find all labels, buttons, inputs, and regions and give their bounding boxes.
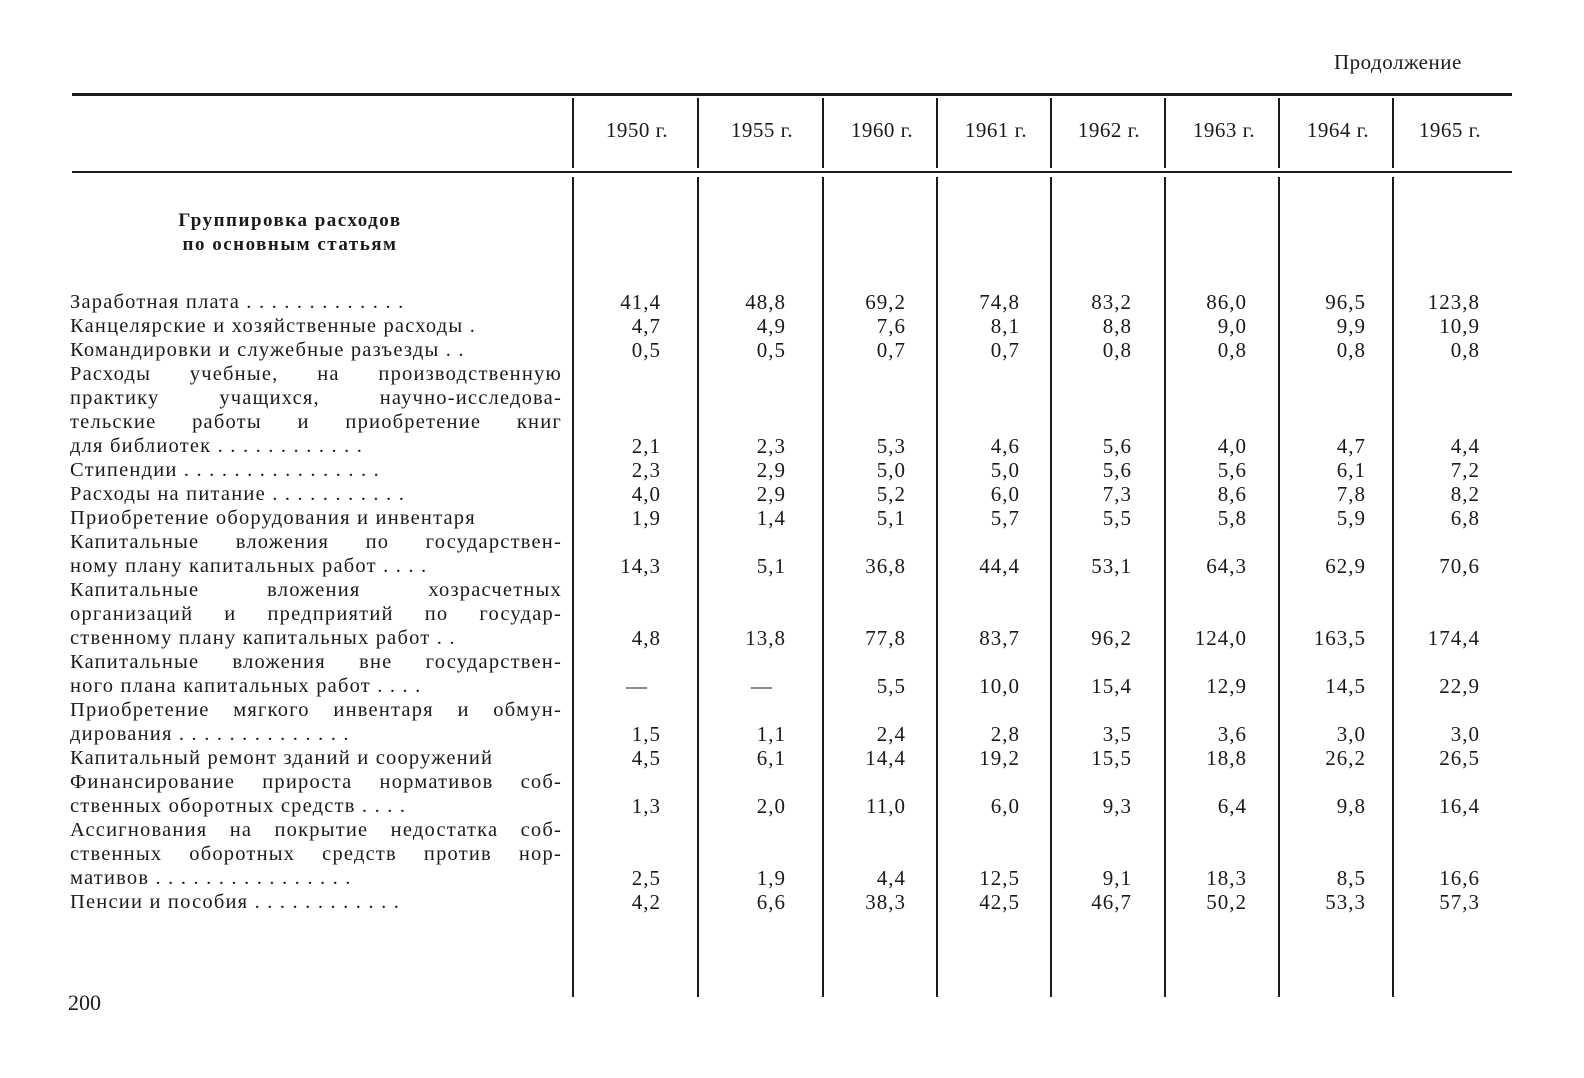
- table-cell: 0,8: [1336, 338, 1366, 362]
- table-cell: 0,7: [990, 338, 1020, 362]
- table-cell: 0,8: [1102, 338, 1132, 362]
- table-cell: 16,6: [1439, 866, 1480, 890]
- row-label: Стипендии . . . . . . . . . . . . . . . .: [70, 459, 380, 481]
- row-label: Капитальный ремонт зданий и сооружений: [70, 747, 494, 769]
- table-cell: 1,5: [631, 722, 661, 746]
- table-cell: 5,6: [1102, 458, 1132, 482]
- table-cell: 5,6: [1217, 458, 1247, 482]
- table-cell: 6,1: [1336, 458, 1366, 482]
- column-header-year: 1950 г.: [605, 118, 669, 142]
- table-cell: 4,0: [1217, 434, 1247, 458]
- row-label: ственных оборотных средств . . . .: [70, 795, 407, 817]
- table-cell: 2,9: [756, 458, 786, 482]
- row-label: Капитальные вложения хозрасчетных: [70, 579, 562, 601]
- table-cell: 5,3: [876, 434, 906, 458]
- table-cell: 26,2: [1325, 746, 1366, 770]
- row-label: Приобретение оборудования и инвентаря: [70, 507, 476, 529]
- table-cell: 6,0: [990, 482, 1020, 506]
- row-label: Финансирование прироста нормативов соб-: [70, 771, 562, 793]
- table-cell: 0,8: [1450, 338, 1480, 362]
- table-cell: 5,7: [990, 506, 1020, 530]
- table-cell: 123,8: [1427, 290, 1480, 314]
- column-header-year: 1965 г.: [1418, 118, 1482, 142]
- table-cell: 96,2: [1091, 626, 1132, 650]
- column-header-year: 1962 г.: [1077, 118, 1141, 142]
- table-cell: 4,4: [876, 866, 906, 890]
- table-cell: 74,8: [979, 290, 1020, 314]
- table-cell: 18,8: [1206, 746, 1247, 770]
- section-title: [150, 209, 430, 257]
- table-cell: 0,5: [756, 338, 786, 362]
- column-header-year: 1964 г.: [1306, 118, 1370, 142]
- row-label: Капитальные вложения по государствен-: [70, 531, 562, 553]
- table-cell: 14,3: [620, 554, 661, 578]
- table-cell: 2,5: [631, 866, 661, 890]
- table-cell: 53,1: [1091, 554, 1132, 578]
- table-cell: 1,1: [756, 722, 786, 746]
- table-cell: 5,5: [876, 674, 906, 698]
- table-cell: 16,4: [1439, 794, 1480, 818]
- table-cell: 2,4: [876, 722, 906, 746]
- table-cell: 8,5: [1336, 866, 1366, 890]
- table-cell: 83,2: [1091, 290, 1132, 314]
- table-cell: 77,8: [865, 626, 906, 650]
- table-cell: 4,5: [631, 746, 661, 770]
- row-label: Пенсии и пособия . . . . . . . . . . . .: [70, 891, 401, 913]
- row-label: Приобретение мягкого инвентаря и обмун-: [70, 699, 562, 721]
- table-cell: 2,8: [990, 722, 1020, 746]
- table-cell: 5,2: [876, 482, 906, 506]
- table-cell: 5,5: [1102, 506, 1132, 530]
- table-cell: 9,3: [1102, 794, 1132, 818]
- table-cell: 14,4: [865, 746, 906, 770]
- table-cell: 5,9: [1336, 506, 1366, 530]
- table-cell: 5,8: [1217, 506, 1247, 530]
- table-cell: 86,0: [1206, 290, 1247, 314]
- row-label: организаций и предприятий по государ-: [70, 603, 562, 625]
- table-cell: 0,8: [1217, 338, 1247, 362]
- table-cell: 1,9: [756, 866, 786, 890]
- continuation-label: Продолжение: [1334, 50, 1462, 74]
- table-cell: 7,3: [1102, 482, 1132, 506]
- row-label: ному плану капитальных работ . . . .: [70, 555, 428, 577]
- table-cell: 53,3: [1325, 890, 1366, 914]
- row-label: Командировки и служебные разъезды . .: [70, 339, 465, 361]
- table-cell: 8,8: [1102, 314, 1132, 338]
- table-cell: 3,5: [1102, 722, 1132, 746]
- row-label: ного плана капитальных работ . . . .: [70, 675, 422, 697]
- table-cell: 4,7: [1336, 434, 1366, 458]
- table-cell: 2,9: [756, 482, 786, 506]
- table-cell: 44,4: [979, 554, 1020, 578]
- row-label: ственных оборотных средств против нор-: [70, 843, 562, 865]
- table-cell: 6,0: [990, 794, 1020, 818]
- table-cell: 4,7: [631, 314, 661, 338]
- table-cell: 15,5: [1091, 746, 1132, 770]
- table-cell: 69,2: [865, 290, 906, 314]
- column-divider: [822, 98, 824, 168]
- table-cell: 4,4: [1450, 434, 1480, 458]
- row-label: мативов . . . . . . . . . . . . . . . .: [70, 867, 352, 889]
- table-cell: 36,8: [865, 554, 906, 578]
- table-cell: 10,9: [1439, 314, 1480, 338]
- table-cell: —: [626, 674, 648, 698]
- row-label: дирования . . . . . . . . . . . . . .: [70, 723, 350, 745]
- table-cell: 57,3: [1439, 890, 1480, 914]
- table-cell: 46,7: [1091, 890, 1132, 914]
- table-cell: 38,3: [865, 890, 906, 914]
- table-cell: 83,7: [979, 626, 1020, 650]
- row-label: Расходы на питание . . . . . . . . . . .: [70, 483, 406, 505]
- table-cell: 174,4: [1427, 626, 1480, 650]
- table-top-rule: [72, 93, 1512, 96]
- table-cell: 6,4: [1217, 794, 1247, 818]
- table-cell: 6,6: [756, 890, 786, 914]
- table-cell: 9,8: [1336, 794, 1366, 818]
- row-label: Заработная плата . . . . . . . . . . . . .: [70, 291, 405, 313]
- column-divider: [1164, 98, 1166, 168]
- table-cell: 5,6: [1102, 434, 1132, 458]
- column-header-year: 1961 г.: [964, 118, 1028, 142]
- table-cell: 11,0: [866, 794, 906, 818]
- table-cell: 1,9: [631, 506, 661, 530]
- column-header-year: 1955 г.: [730, 118, 794, 142]
- column-header-year: 1963 г.: [1192, 118, 1256, 142]
- section-title-line: Группировка расходов: [178, 210, 402, 231]
- table-cell: 4,2: [631, 890, 661, 914]
- column-header-year: 1960 г.: [850, 118, 914, 142]
- column-divider: [572, 98, 574, 168]
- table-cell: 15,4: [1091, 674, 1132, 698]
- table-cell: 5,1: [876, 506, 906, 530]
- table-header-rule: [72, 171, 1512, 173]
- table-cell: 2,0: [756, 794, 786, 818]
- table-cell: 41,4: [620, 290, 661, 314]
- table-cell: 7,2: [1450, 458, 1480, 482]
- table-cell: 10,0: [979, 674, 1020, 698]
- table-cell: 19,2: [979, 746, 1020, 770]
- row-label: тельские работы и приобретение книг: [70, 411, 562, 433]
- row-label: Ассигнования на покрытие недостатка соб-: [70, 819, 562, 841]
- table-cell: 12,5: [979, 866, 1020, 890]
- table-cell: 3,0: [1336, 722, 1366, 746]
- table-cell: 0,5: [631, 338, 661, 362]
- table-cell: 14,5: [1325, 674, 1366, 698]
- row-label: практику учащихся, научно-исследова-: [70, 387, 562, 409]
- table-cell: 2,1: [631, 434, 661, 458]
- table-cell: 4,6: [990, 434, 1020, 458]
- table-cell: 2,3: [756, 434, 786, 458]
- column-divider: [697, 98, 699, 168]
- table-cell: 8,1: [990, 314, 1020, 338]
- table-cell: 7,8: [1336, 482, 1366, 506]
- table-cell: 50,2: [1206, 890, 1247, 914]
- table-cell: 3,6: [1217, 722, 1247, 746]
- table-cell: 12,9: [1206, 674, 1247, 698]
- table-cell: 9,0: [1217, 314, 1247, 338]
- table-cell: —: [751, 674, 773, 698]
- table-cell: 13,8: [745, 626, 786, 650]
- table-cell: 4,8: [631, 626, 661, 650]
- row-label: Расходы учебные, на производственную: [70, 363, 562, 385]
- table-cell: 124,0: [1194, 626, 1247, 650]
- table-cell: 4,9: [756, 314, 786, 338]
- section-title-line: по основным статьям: [182, 234, 398, 255]
- table-cell: 163,5: [1313, 626, 1366, 650]
- table-cell: 6,8: [1450, 506, 1480, 530]
- table-cell: 42,5: [979, 890, 1020, 914]
- row-label: Капитальные вложения вне государствен-: [70, 651, 562, 673]
- table-cell: 9,9: [1336, 314, 1366, 338]
- row-label: ственному плану капитальных работ . .: [70, 627, 456, 649]
- table-cell: 3,0: [1450, 722, 1480, 746]
- table-cell: 8,2: [1450, 482, 1480, 506]
- table-cell: 1,4: [756, 506, 786, 530]
- table-cell: 5,0: [876, 458, 906, 482]
- table-cell: 5,0: [990, 458, 1020, 482]
- table-cell: 2,3: [631, 458, 661, 482]
- table-cell: 8,6: [1217, 482, 1247, 506]
- table-cell: 64,3: [1206, 554, 1247, 578]
- table-cell: 6,1: [756, 746, 786, 770]
- table-cell: 18,3: [1206, 866, 1247, 890]
- page-number: 200: [68, 990, 101, 1015]
- row-label: для библиотек . . . . . . . . . . . .: [70, 435, 364, 457]
- table-cell: 7,6: [876, 314, 906, 338]
- table-cell: 22,9: [1439, 674, 1480, 698]
- table-cell: 0,7: [876, 338, 906, 362]
- table-cell: 26,5: [1439, 746, 1480, 770]
- table-cell: 96,5: [1325, 290, 1366, 314]
- table-cell: 1,3: [631, 794, 661, 818]
- table-cell: 62,9: [1325, 554, 1366, 578]
- table-cell: 4,0: [631, 482, 661, 506]
- table-cell: 48,8: [745, 290, 786, 314]
- table-cell: 70,6: [1439, 554, 1480, 578]
- row-label: Канцелярские и хозяйственные расходы .: [70, 315, 477, 337]
- table-cell: 5,1: [756, 554, 786, 578]
- table-cell: 9,1: [1102, 866, 1132, 890]
